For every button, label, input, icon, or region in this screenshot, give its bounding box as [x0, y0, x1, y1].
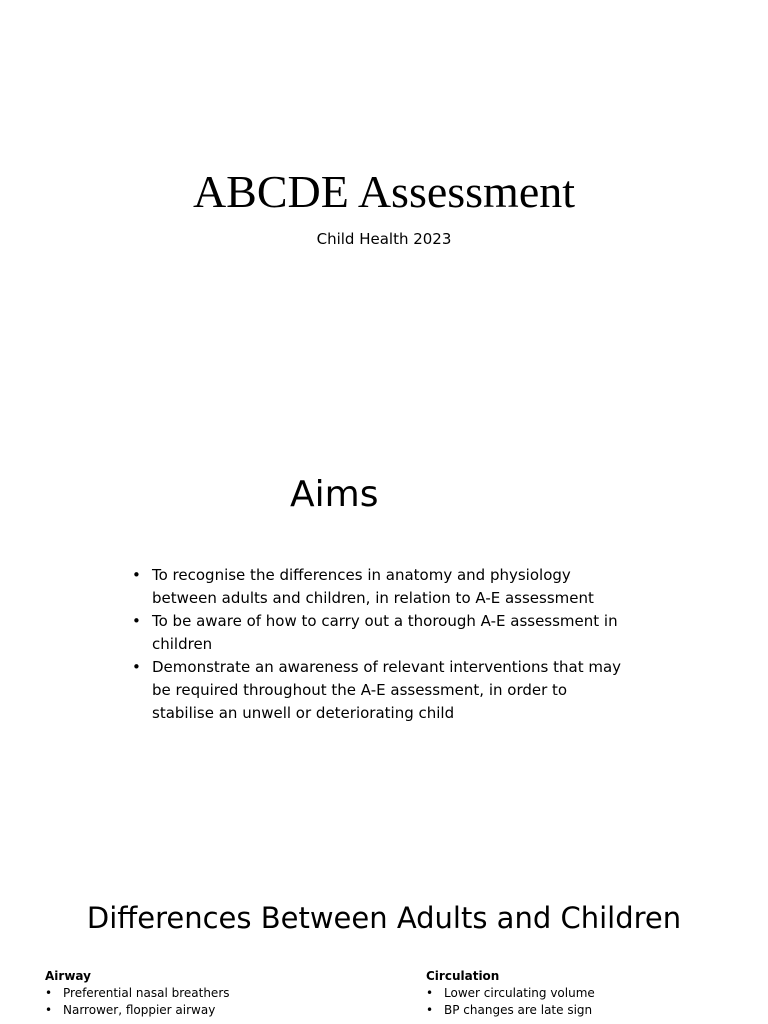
airway-list-item	[45, 1002, 365, 1019]
aims-title: Aims	[290, 474, 379, 515]
airway-list	[45, 985, 365, 1019]
circulation-list-item	[426, 1002, 746, 1019]
aims-bullet-item	[130, 656, 630, 725]
aims-bullet-item	[130, 610, 630, 656]
aims-bullet-text: Demonstrate an awareness of relevant interventions that may be required throughout the A-E assessment, in order to stabilise an unwell or deteriorating child	[152, 658, 622, 722]
bullet-icon: •	[132, 658, 141, 676]
aims-bullet-text: To be aware of how to carry out a thorough A-E assessment in children	[152, 612, 618, 653]
airway-list-item	[45, 985, 365, 1002]
aims-bullet-item	[130, 564, 630, 610]
aims-slide	[0, 430, 768, 860]
bullet-icon: •	[45, 986, 53, 1000]
presentation-subtitle: Child Health 2023	[316, 230, 452, 248]
differences-slide	[0, 860, 768, 1024]
circulation-item-text: BP changes are late sign	[444, 1003, 593, 1017]
presentation-title: ABCDE Assessment	[192, 166, 576, 217]
bullet-icon: •	[45, 1003, 53, 1017]
circulation-column	[426, 968, 746, 1019]
bullet-icon: •	[426, 986, 434, 1000]
bullet-icon: •	[426, 1003, 434, 1017]
airway-column	[45, 968, 365, 1019]
circulation-item-text: Lower circulating volume	[444, 986, 595, 1000]
differences-title: Differences Between Adults and Children	[86, 901, 682, 935]
airway-heading: Airway	[45, 969, 91, 983]
circulation-heading: Circulation	[426, 969, 500, 983]
circulation-list-item	[426, 985, 746, 1002]
title-slide	[0, 0, 768, 430]
airway-item-text: Preferential nasal breathers	[63, 986, 230, 1000]
airway-item-text: Narrower, floppier airway	[63, 1003, 216, 1017]
bullet-icon: •	[132, 612, 141, 630]
aims-bullet-list	[130, 564, 630, 725]
bullet-icon: •	[132, 566, 141, 584]
circulation-list	[426, 985, 746, 1019]
aims-bullet-text: To recognise the differences in anatomy and physiology between adults and children, in relation to A-E assessment	[152, 566, 594, 607]
